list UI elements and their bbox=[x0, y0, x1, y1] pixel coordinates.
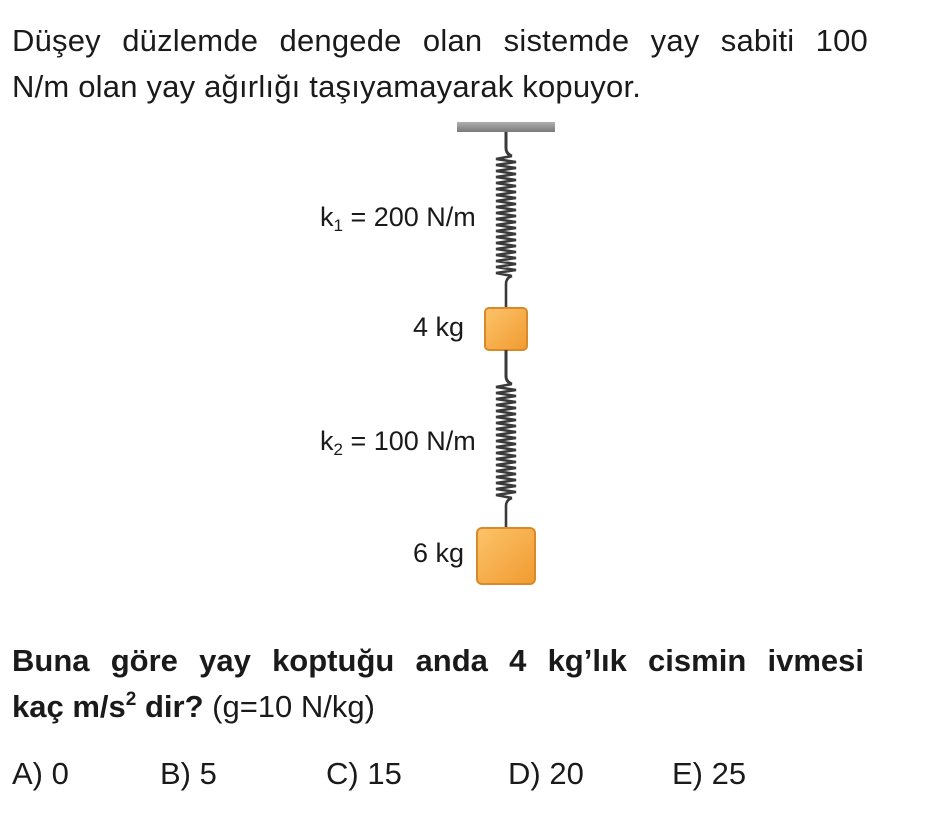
spring-k1 bbox=[496, 156, 516, 308]
k2-subscript: 2 bbox=[333, 440, 343, 459]
option-b[interactable] bbox=[160, 756, 217, 792]
k2-label bbox=[320, 426, 476, 460]
block-4kg bbox=[485, 308, 527, 350]
option-e-value: 25 bbox=[703, 756, 747, 791]
k1-subscript: 1 bbox=[333, 216, 343, 235]
spring-diagram bbox=[0, 118, 926, 598]
question-superscript: 2 bbox=[125, 689, 137, 710]
question-line-1: Buna göre yay koptuğu anda 4 kg’lık cismin ivmesi bbox=[12, 643, 864, 678]
ceiling-support bbox=[457, 122, 555, 132]
question-bold-part: kaç m/s bbox=[12, 689, 126, 724]
block-6kg bbox=[477, 528, 535, 584]
intro-line-2: N/m olan yay ağırlığı taşıyamayarak kopuyor. bbox=[12, 69, 642, 104]
top-hook bbox=[506, 132, 512, 156]
question-given: (g=10 N/kg) bbox=[203, 689, 375, 724]
option-d-value: 20 bbox=[540, 756, 584, 791]
question-line-2 bbox=[12, 684, 872, 730]
option-b-letter: B) bbox=[160, 756, 191, 791]
option-c-value: 15 bbox=[358, 756, 402, 791]
option-d[interactable] bbox=[508, 756, 584, 792]
mass1-label: 4 kg bbox=[413, 312, 465, 342]
k1-value: = 200 N/m bbox=[342, 202, 476, 232]
k1-symbol: k bbox=[320, 202, 334, 232]
spring-k2 bbox=[496, 384, 516, 528]
option-a-letter: A) bbox=[12, 756, 43, 791]
option-c[interactable] bbox=[326, 756, 402, 792]
option-c-letter: C) bbox=[326, 756, 359, 791]
mass2-label: 6 kg bbox=[413, 538, 465, 568]
option-a[interactable] bbox=[12, 756, 69, 792]
question-intro bbox=[12, 18, 892, 110]
option-e-letter: E) bbox=[672, 756, 703, 791]
intro-line-1: Düşey düzlemde dengede olan sistemde yay sabiti 100 bbox=[12, 23, 868, 58]
option-d-letter: D) bbox=[508, 756, 541, 791]
option-a-value: 0 bbox=[43, 756, 69, 791]
question-bold-tail: dir? bbox=[136, 689, 204, 724]
k1-label bbox=[320, 202, 476, 236]
k2-symbol: k bbox=[320, 426, 334, 456]
option-b-value: 5 bbox=[191, 756, 217, 791]
question-text bbox=[12, 638, 872, 730]
middle-hook bbox=[506, 350, 512, 384]
k2-value: = 100 N/m bbox=[342, 426, 476, 456]
option-e[interactable] bbox=[672, 756, 746, 792]
